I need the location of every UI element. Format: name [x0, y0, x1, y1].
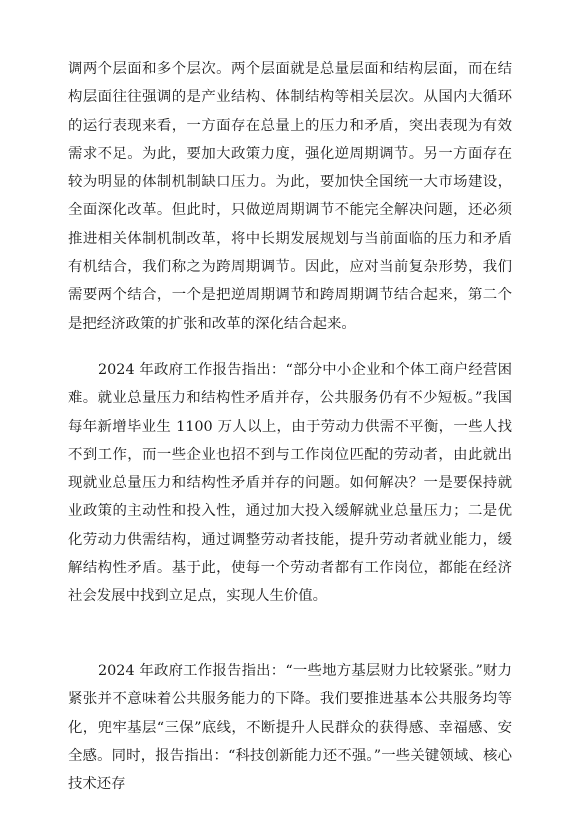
paragraph-3: 2024 年政府工作报告指出：“一些地方基层财力比较紧张。”财力紧张并不意味着公共服务能力的下降。我们要推进基本公共服务均等化，兜牢基层“三保”底线，不断提升人民群众的获得感、幸福感、安全感。同时，报告指出：“科技创新能力还不强。”一些关键领域、核心技术还存	[68, 663, 512, 793]
paragraph-1: 调两个层面和多个层次。两个层面就是总量层面和结构层面，而在结构层面往往强调的是产业结构、体制结构等相关层次。从国内大循环的运行表现来看，一方面存在总量上的压力和矛盾，突出表现为有效需求不足。为此，要加大政策力度，强化逆周期调节。另一方面存在较为明显的体制机制缺口压力。为此，要加快全国统一大市场建设，全面深化改革。但此时，只做逆周期调节不能完全解决问题，还必须推进相关体制机制改革，将中长期发展规划与当前面临的压力和矛盾有机结合，我们称之为跨周期调节。因此，应对当前复杂形势，我们需要两个结合，一个是把逆周期调节和跨周期调节结合起来，第二个是把经济政策的扩张和改革的深化结合起来。	[68, 61, 512, 332]
paragraph-2: 2024 年政府工作报告指出：“部分中小企业和个体工商户经营困难。就业总量压力和结构性矛盾并存，公共服务仍有不少短板。”我国每年新增毕业生 1100 万人以上，由于劳动力供需不平衡，一些人找不到工作，而一些企业也招不到与工作岗位匹配的劳动者，由此就出现就业总量压力和结构性矛盾并存的问题。如何解决？一是要保持就业政策的主动性和投入性，通过加大投入缓解就业总量压力；二是优化劳动力供需结构，通过调整劳动者技能，提升劳动者就业能力，缓解结构性矛盾。基于此，使每一个劳动者都有工作岗位，都能在经济社会发展中找到立足点，实现人生价值。	[68, 362, 512, 605]
